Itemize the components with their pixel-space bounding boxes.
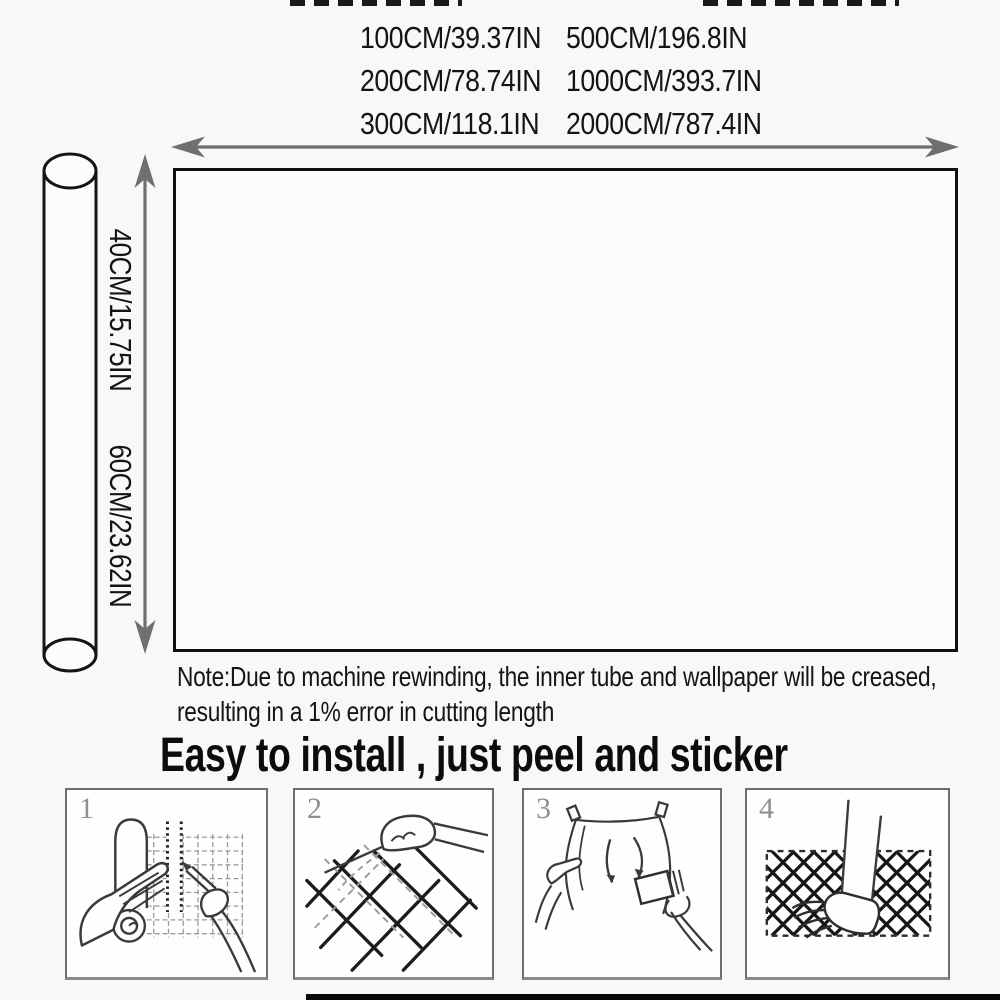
install-step-4 <box>745 788 950 980</box>
measure-and-cut-illustration <box>67 790 266 977</box>
hang-and-align-illustration <box>524 790 720 977</box>
install-heading: Easy to install , just peel and sticker <box>160 729 788 782</box>
note-text <box>177 659 936 729</box>
smooth-surface-illustration <box>747 790 948 977</box>
size-option: 300CM/118.1IN <box>360 106 540 141</box>
size-option: 100CM/39.37IN <box>360 20 542 55</box>
note-line-2: resulting in a 1% error in cutting length <box>177 696 555 727</box>
size-option: 2000CM/787.4IN <box>566 106 762 141</box>
wallpaper-roll-tube-icon <box>40 147 100 679</box>
bottom-crop-bar <box>306 994 1000 1000</box>
size-options-column-2 <box>566 16 762 145</box>
size-option: 200CM/78.74IN <box>360 63 542 98</box>
size-options-column-1 <box>360 16 541 145</box>
horizontal-dimension-arrow-icon <box>170 135 960 159</box>
cropped-title-fragment-left <box>290 0 462 6</box>
step-number: 1 <box>79 792 94 825</box>
width-dimension-label <box>100 206 140 630</box>
peel-backing-illustration <box>295 790 492 977</box>
width-option-60cm: 60CM/23.62IN <box>103 444 138 608</box>
wallpaper-sheet <box>173 168 958 652</box>
size-option: 500CM/196.8IN <box>566 20 748 55</box>
install-step-1 <box>65 788 268 980</box>
size-option: 1000CM/393.7IN <box>566 63 762 98</box>
cropped-title-fragment-right <box>703 0 899 6</box>
width-option-40cm: 40CM/15.75IN <box>103 228 138 392</box>
install-step-2 <box>293 788 494 980</box>
step-number: 2 <box>307 792 322 825</box>
step-number: 4 <box>759 792 774 825</box>
step-number: 3 <box>536 792 551 825</box>
install-step-3 <box>522 788 722 980</box>
note-line-1: Note:Due to machine rewinding, the inner tube and wallpaper will be creased, <box>177 661 937 692</box>
